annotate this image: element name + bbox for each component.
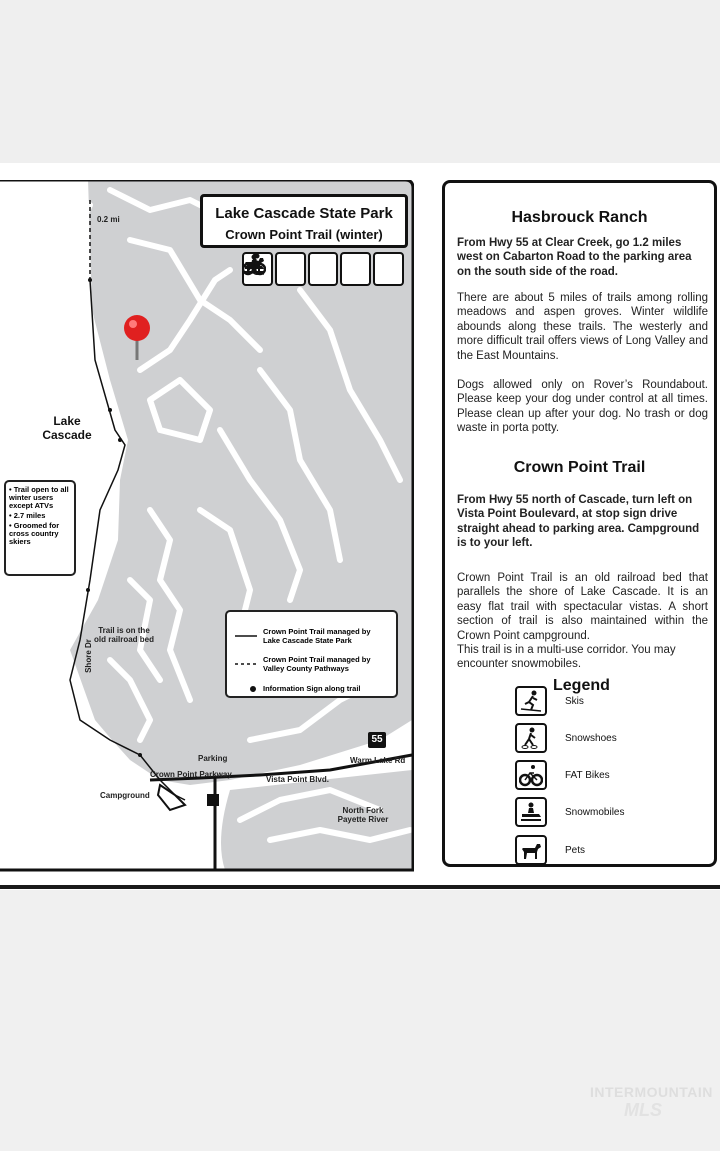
dog-icon bbox=[373, 252, 404, 286]
legend-label-snowmobiles: Snowmobiles bbox=[565, 807, 625, 818]
snowmobile-icon bbox=[340, 252, 371, 286]
lake-label-line2: Cascade bbox=[42, 428, 92, 442]
trail-info-panel bbox=[442, 180, 717, 867]
legend-dashed-line2: Valley County Pathways bbox=[263, 663, 349, 673]
trail-note-groomed: • Groomed for cross country skiers bbox=[9, 521, 60, 546]
lake-label-line1: Lake bbox=[53, 414, 81, 428]
legend-row-pets bbox=[515, 835, 705, 867]
hasbrouck-dogs: Dogs allowed only on Rover’s Roundabout. Please keep your dog under control at all times. Please clean up after your dog. No trash or dog waste in porta potty. bbox=[457, 379, 708, 435]
ski-icon bbox=[515, 686, 547, 716]
top-background bbox=[0, 0, 720, 163]
legend-dashed-line1: Crown Point Trail managed by bbox=[263, 655, 371, 664]
legend-row-snowshoes bbox=[515, 723, 705, 755]
railroad-note bbox=[82, 626, 166, 644]
trail-notes-box bbox=[4, 480, 76, 576]
map-legend bbox=[225, 610, 398, 698]
lake-label bbox=[40, 414, 94, 442]
location-pin-icon bbox=[124, 315, 150, 341]
snowshoe-icon bbox=[275, 252, 306, 286]
scale-label: 0.2 mi bbox=[97, 215, 120, 224]
crown-point-parkway-label: Crown Point Parkway bbox=[150, 770, 232, 779]
snowshoe-icon bbox=[515, 723, 547, 753]
map-title-box bbox=[200, 194, 408, 248]
parking-label: Parking bbox=[198, 754, 228, 763]
legend-solid-line1: Crown Point Trail managed by bbox=[263, 627, 371, 636]
legend-dashed-trail bbox=[263, 656, 371, 673]
legend-solid-line2: Lake Cascade State Park bbox=[263, 635, 352, 645]
activity-icons bbox=[242, 252, 404, 286]
campground-label: Campground bbox=[100, 791, 150, 800]
legend-info-sign: Information Sign along trail bbox=[263, 684, 361, 693]
warm-lake-rd-label: Warm Lake Rd bbox=[350, 756, 406, 765]
hasbrouck-description: There are about 5 miles of trails among rolling meadows and aspen groves. Winter wildlife abounds along these trails. The westerly and more difficult trail offers views of Long Valley and the East Mountains. bbox=[457, 292, 708, 362]
vista-point-blvd-label: Vista Point Blvd. bbox=[266, 775, 329, 784]
highway-55-shield: 55 bbox=[368, 732, 386, 748]
railroad-note-line1: Trail is on the bbox=[98, 626, 150, 635]
trail-note-length: • 2.7 miles bbox=[9, 511, 46, 520]
legend-row-snowmobiles bbox=[515, 797, 705, 829]
map-title: Lake Cascade State Park bbox=[215, 205, 393, 222]
crown-point-description: Crown Point Trail is an old railroad bed that parallels the shore of Lake Cascade. It is an easy flat trail with spectacular vistas. A short section of trail is also maintained within the Crown Point campground. bbox=[457, 572, 708, 642]
legend-label-fat-bikes: FAT Bikes bbox=[565, 770, 610, 781]
legend-label-snowshoes: Snowshoes bbox=[565, 733, 617, 744]
trail-note-users: • Trail open to all winter users except ATVs bbox=[9, 485, 69, 510]
hasbrouck-title: Hasbrouck Ranch bbox=[511, 209, 648, 226]
legend-row-fat-bikes bbox=[515, 760, 705, 792]
trail-map bbox=[0, 180, 414, 872]
legend-solid-trail bbox=[263, 628, 371, 645]
north-fork-line2: Payette River bbox=[337, 815, 389, 824]
bottom-rule bbox=[0, 885, 720, 889]
north-fork-line1: North Fork bbox=[342, 806, 384, 815]
hasbrouck-directions: From Hwy 55 at Clear Creek, go 1.2 miles west on Cabarton Road to the parking area on the south side of the road. bbox=[457, 237, 692, 278]
crown-point-directions: From Hwy 55 north of Cascade, turn left on Vista Point Boulevard, at stop sign drive straight ahead to parking area. Campground is to your left. bbox=[457, 494, 700, 550]
fat-bike-icon bbox=[515, 760, 547, 790]
legend-title: Legend bbox=[553, 677, 610, 694]
bottom-background bbox=[0, 890, 720, 1151]
legend-row-skis bbox=[515, 686, 705, 718]
north-fork-label bbox=[332, 806, 394, 824]
crown-point-multiuse: This trail is in a multi-use corridor. You may encounter snowmobiles. bbox=[457, 644, 676, 671]
legend-label-pets: Pets bbox=[565, 845, 586, 856]
watermark-text: INTERMOUNTAIN bbox=[590, 1084, 713, 1100]
railroad-note-line2: old railroad bed bbox=[93, 635, 154, 644]
legend-label-skis: Skis bbox=[565, 696, 584, 707]
crown-point-title: Crown Point Trail bbox=[513, 459, 646, 476]
dog-icon bbox=[515, 835, 547, 865]
shore-dr-label: Shore Dr bbox=[84, 639, 93, 673]
map-subtitle: Crown Point Trail (winter) bbox=[225, 227, 383, 242]
watermark-mls: MLS bbox=[624, 1100, 662, 1120]
snowmobile-icon bbox=[515, 797, 547, 827]
fat-bike-icon bbox=[308, 252, 339, 286]
